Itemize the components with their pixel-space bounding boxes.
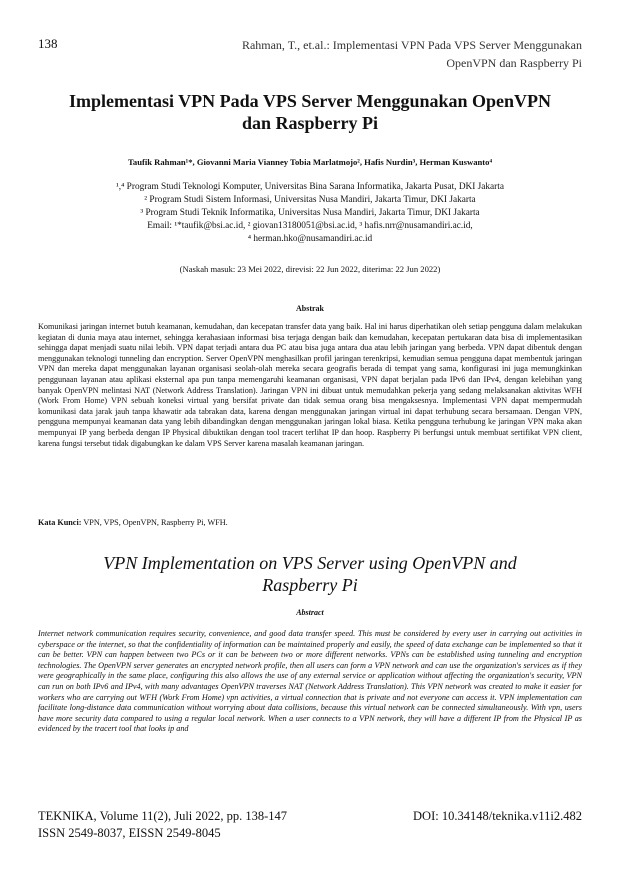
paper-title-line-2: dan Raspberry Pi [241,113,378,133]
english-abstract-body: Internet network communication requires security, convenience, and good data transfer speed. This must be considered by every user in carrying out activities in cyberspace or the internet, so that the confidentiality of information can be maintained properly and easily, the speed of data exchange can be implemented so that it can be better. VPN can happen between two PCs or it can be between two or more different networks. VPNs can be established using tunneling and encryption technologies. The OpenVPN server generates an encrypted network profile, then all users can form a VPN network and can use the organization's services as if they were geographically in the same place, configuring this also allows the use of any external service or application without affecting the organization's security, VPN can run on both IPv6 and IPv4, with many advantages OpenVPN traverses NAT (Network Address Translation). This VPN network was created to make it easier for workers who are carrying out WFH (Work From Home) vpn activities, a virtual connection that is private and not everyone can access it. VPN implementation can facilitate long-distance data communication without worrying about data collisions, because this virtual network can be connected simultaneously. With vpn, users have more security data compared to using a regular local network. When a user connects to a VPN network, they will have a different IP from the Physical IP as evidenced by the tracert tool that looks ip and [38,629,582,734]
journal-info: TEKNIKA, Volume 11(2), Juli 2022, pp. 138-147 [38,809,288,823]
affiliation-3: ³ Program Studi Teknik Informatika, Universitas Nusa Mandiri, Jakarta Timur, DKI Jakarta [140,208,480,218]
journal-footer [38,808,287,842]
affiliations [30,181,590,246]
english-title-line-2: Raspberry Pi [262,575,358,595]
keywords-label: Kata Kunci: [38,518,82,527]
paper-title [30,90,590,134]
affiliation-1: ¹,⁴ Program Studi Teknologi Komputer, Universitas Bina Sarana Informatika, Jakarta Pusat, DKI Jakarta [116,182,504,192]
page-number: 138 [38,36,58,51]
affiliation-2: ² Program Studi Sistem Informasi, Universitas Nusa Mandiri, Jakarta Timur, DKI Jakarta [144,195,476,205]
running-head-line-1: Rahman, T., et.al.: Implementasi VPN Pada VPS Server Menggunakan [241,38,582,52]
running-head [202,36,582,72]
running-head-line-2: OpenVPN dan Raspberry Pi [446,56,582,70]
doi-info: DOI: 10.34148/teknika.v11i2.482 [413,809,582,823]
english-title [30,552,590,596]
email-line-2: ⁴ herman.hko@nusamandiri.ac.id [247,234,373,244]
abstract-body: Komunikasi jaringan internet butuh keamanan, kemudahan, dan kecepatan transfer data yang baik. Hal ini harus diperhatikan oleh setiap pengguna dalam melakukan kegiatan di dunia maya atau internet, sehingga kerahasiaan informasi bisa terjaga dengan baik dan kemudahan, kecepatan pertukaran data bisa di implementasikan sehingga dapat menjadi suatu nilai lebih. VPN dapat terjadi antara dua PC atau bisa juga antara dua atau lebih jaringan yang berbeda. VPN dapat dibentuk dengan menggunakan teknologi tunneling dan encryption. Server OpenVPN menghasilkan profil jaringan terenkripsi, kemudian semua pengguna dapat membentuk jaringan VPN dan mereka dapat menggunakan layanan organisasi seolah-olah mereka secara geografis berada di tempat yang sama, konfigurasi ini juga memungkinkan penggunaan layanan atau aplikasi eksternal apa pun tanpa memengaruhi keamanan organisasi, VPN dapat berjalan pada IPv6 dan IPv4, dengan kelebihan yang banyak OpenVPN melintasi NAT (Network Address Translation). Jaringan VPN ini dibuat untuk memudahkan pekerja yang sedang melaksanakan aktivitas WFH (Work From Home) VPN sebuah koneksi virtual yang bersifat private dan tidak semua orang bisa mengaksesnya. Implementasi VPN dapat mempermudah komunikasi data jarak jauh tanpa khawatir ada tabrakan data, karena dengan menggunakan jaringan virtual ini dapat terhubung secara bersamaan. Dengan VPN, pengguna mempunyai keamanan data yang lebih dibandingkan dengan menggunakan jaringan lokal biasa. Ketika pengguna terhubung ke jaringan VPN maka akan mempunyai IP yang berbeda dengan IP Physical dibuktikan dengan tool tracert terlihat IP dan hoop. Raspberry Pi berfungsi untuk membuat sertifikat VPN client, karena fungsi tersebut tidak digabungkan ke dalam VPS Server karena masalah keamanan jaringan. [38,322,582,448]
english-title-line-1: VPN Implementation on VPS Server using OpenVPN and [103,553,517,573]
submission-dates: (Naskah masuk: 23 Mei 2022, direvisi: 22 Jun 2022, diterima: 22 Jun 2022) [179,264,441,274]
author-list: Taufik Rahman¹*, Giovanni Maria Vianney Tobia Marlatmojo², Hafis Nurdin³, Herman Kuswanto⁴ [127,157,493,167]
english-abstract-heading: Abstract [296,608,324,617]
paper-title-line-1: Implementasi VPN Pada VPS Server Menggunakan OpenVPN [68,91,552,111]
doi-footer [413,808,582,825]
keywords-items: VPN, VPS, OpenVPN, Raspberry Pi, WFH. [83,518,228,527]
abstract-heading: Abstrak [295,304,324,313]
issn-info: ISSN 2549-8037, EISSN 2549-8045 [38,826,221,840]
email-line-1: Email: ¹*taufik@bsi.ac.id, ² giovan13180051@bsi.ac.id, ³ hafis.nrr@nusamandiri.ac.id, [147,221,473,231]
keywords [38,518,582,527]
